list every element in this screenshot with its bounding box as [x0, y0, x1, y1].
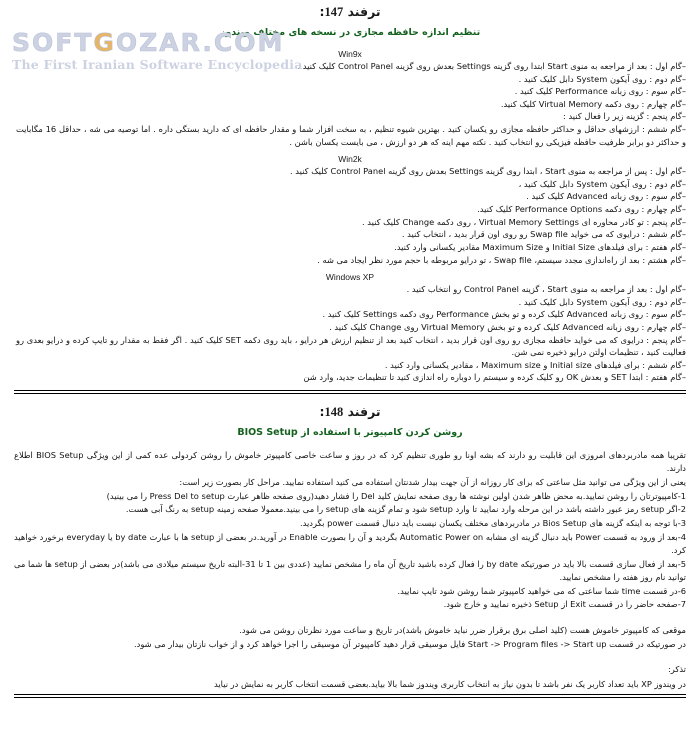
os-label-windows-xp: Windows XP	[325, 272, 375, 283]
watermark-brand-accent-letter: G	[93, 28, 116, 57]
section-trick-147	[14, 0, 686, 384]
trick-148-body	[14, 449, 686, 691]
step-item: –گام سوم : روی زبانه Advanced کلیک کنید .	[526, 191, 686, 202]
page-bottom-divider	[14, 694, 686, 698]
step-item: –گام اول : پس از مراجعه به منوی Start ، ابتدا روی گزینه Settings بعدش روی گزینه Control Panel کلیک کنید .	[289, 166, 686, 177]
trick-148-title	[14, 400, 686, 422]
trick-148-title-prefix: ترفند	[347, 404, 381, 420]
trick-147-number: 147	[324, 5, 344, 19]
steps-win2k	[14, 165, 686, 266]
step-item: –گام هفتم : ابتدا SET و بعدش OK رو کلیک کرده و سیستم را دوباره راه اندازی کنید تا تنظیمات جدید، وارد شن	[303, 372, 686, 383]
trick-148-subtitle: روشن کردن کامپیوتر با استفاده از BIOS Setup	[237, 426, 463, 438]
step-item: –گام دوم : روی آیکون System دابل کلیک کنید .	[518, 296, 686, 307]
watermark-brand-part1: SOFT	[12, 28, 94, 57]
paragraph: 7-صفحه حاضر را در قسمت Exit از Setup ذخیره نمایید و خارج شود.	[443, 599, 686, 610]
os-label-win2k: Win2k	[338, 154, 362, 165]
step-item: –گام سوم : روی زبانه Performance کلیک کنید .	[514, 86, 686, 97]
trick-147-title	[14, 0, 686, 22]
step-item: –گام چهارم : روی دکمه Performance Options کلیک کنید.	[477, 204, 686, 215]
section-trick-148	[14, 398, 686, 691]
paragraph-spacer	[14, 612, 686, 624]
step-item: –گام دوم : روی آیکون System دابل کلیک کنید ،	[518, 178, 686, 189]
step-item: –گام ششم : ارزشهای حداقل و حداکثر حافظه مجازی رو یکسان کنید . بهترین شیوه تنظیم ، به سخت افزار شما و مقدار حافظه ای که دارید بستگی داره . اما توصیه می شه ، حداقل 16 مگابایت و حداکثر دو برابر ظرفیت حافظه فیزیکی رو انتخاب کنید . نکته مهم اینه که هر دو ارزش ، می بایست یکسان باشن .	[16, 124, 686, 147]
trick-148-colon: :	[319, 404, 325, 420]
step-item: –گام چهارم : روی دکمه Virtual Memory کلیک کنید.	[500, 98, 686, 109]
paragraph: 4-بعد از ورود به قسمت Power باید دنبال گزینه ای مشابه Automatic Power on بگردید و آن را بصورت Enable در آورید.در بعضی از setup ها با عبارت by date یا everyday برخورد خواهید کرد.	[14, 532, 686, 556]
trick-147-subtitle: تنظیم اندازه حافظه مجازی در نسخه های مختلف ویندوز	[219, 26, 481, 38]
note-text: در ویندوز XP باید تعداد کاربر یک نفر باشد تا بدون نیاز به انتخاب کاربری ویندوز شما بالا بیاید.بعضی قسمت انتخاب کاربر به نمایش در نیاید	[214, 678, 686, 689]
paragraph: تقریبا همه مادربردهای امروزی این قابلیت رو دارند که بشه اونا رو طوری تنظیم کرد که در روز و ساعت خاصی کامپیوتر خاموش را روشن کردولی عده کمی از این ویژگی BIOS Setup اطلاع دارند.	[14, 450, 686, 473]
paragraph: 3-با توجه به اینکه گزینه های Bios Setup در مادربردهای مختلف یکسان نیست باید دنبال قسمت power بگردید.	[299, 518, 686, 529]
trick-147-colon: :	[319, 4, 325, 19]
paragraph: 1-کامپیوترتان را روشن نمایید.به محض ظاهر شدن اولین نوشته ها روی صفحه نمایش کلید Del را فشار دهید(روی صفحه ظاهر عبارت Press Del to setup را می بینید)	[106, 490, 686, 501]
step-item: –گام پنجم : گزینه زیر را فعال کنید :	[563, 111, 686, 122]
step-item: –گام سوم : روی زبانه Advanced کلیک کرده و تو بخش Performance روی دکمه Settings کلیک کنید .	[322, 309, 686, 320]
step-item: –گام پنجم : درایوی که می خواید حافظه مجازی رو روی اون قرار بدید ، انتخاب کنید بعد از تنظیم ارزش هر درایو ، باید روی دکمه SET کلیک کنید . اگر فقط به مقدار رو تایپ کرده و درایو بعدی رو فعالیت کنید ، تنظیمات اولتن درایو ذخیره نمی شن.	[16, 334, 686, 358]
paragraph: 6-در قسمت time شما ساعتی که می خواهید کامپیوتر شما روشن شود تایپ نمایید.	[397, 585, 686, 596]
paragraph: 5-بعد از فعال سازی قسمت بالا باید در صورتیکه by date را فعال کرده باشید تاریخ آن ماه را مشخص نمایید (عددی بین 1 تا 31-البته تاریخ سیستم میلادی می باشد)در بعضی از setup ها شما می توانید نام روز هفته را مشخص نمایید.	[14, 558, 687, 582]
note-label: تذکر:	[668, 664, 686, 675]
os-label-win9x: Win9x	[338, 49, 362, 59]
watermark-tagline: The First Iranian Software Encyclopedia	[12, 57, 303, 73]
steps-win9x	[14, 60, 686, 148]
step-item: –گام ششم : برای فیلدهای Initial size و Maximum size ، مقادیر یکسانی وارد کنید .	[384, 359, 686, 370]
paragraph: موقعی که کامپیوتر خاموش هست (کلید اصلی برق برقرار ضرر نباید خاموش باشد)در تاریخ و ساعت مورد نظرتان روشن می شود.	[239, 625, 686, 636]
step-item: –گام پنجم : تو کادر محاوره ای Virtual Memory Settings ، روی دکمه Change کلیک کنید .	[361, 216, 686, 227]
steps-windows-xp	[14, 283, 686, 384]
step-item: –گام چهارم : روی زبانه Advanced کلیک کرده و تو بخش Virtual Memory روی Change کلیک کنید .	[329, 321, 686, 332]
watermark-brand-part2: OZAR.COM	[115, 28, 285, 57]
step-item: –گام هشتم : بعد از راه‌اندازی مجدد سیستم، Swap file ، تو درایو مربوطه با حجم مورد نظر ایجاد می شه .	[317, 254, 686, 265]
trick-147-title-prefix: ترفند	[347, 4, 381, 19]
paragraph: یعنی از این ویژگی می توانید مثل ساعتی که برای کار روزانه از آن جهت بیدار شدنتان استفاده می کنید استفاده نمایید. مراحل کار بصورت زیر است:	[179, 476, 686, 487]
paragraph: در صورتیکه در قسمت Start -> Program files -> Start up فایل موسیقی قرار دهید کامپیوتر آن موسیقی را اجرا خواهد کرد و از خواب نازتان بیدار می شود.	[134, 639, 686, 650]
trick-148-number: 148	[324, 405, 344, 420]
section-divider	[14, 390, 686, 394]
step-item: –گام اول : بعد از مراجعه به منوی Start ، گزینه Control Panel رو انتخاب کنید .	[406, 284, 686, 295]
step-item: –گام اول : بعد از مراجعه به منوی Start ابتدا روی گزینه Settings بعدش روی گزینه Control Panel کلیک کنید .	[297, 61, 686, 71]
step-item: –گام دوم : روی آیکون System دابل کلیک کنید .	[518, 73, 686, 84]
step-item: –گام ششم : درایوی که می خواید Swap file رو روی اون قرار بدید ، انتخاب کنید .	[401, 229, 686, 240]
step-item: –گام هفتم : برای فیلدهای Initial Size و Maximum Size مقادیر یکسانی وارد کنید.	[394, 241, 686, 252]
paragraph: 2-اگر setup رمز عبور داشته باشد در این مرحله وارد نمایید تا وارد setup شود و تمام گزینه های setup را می بینید.معمولا صفحه زمینه setup به رنگ آبی هست.	[125, 504, 686, 515]
